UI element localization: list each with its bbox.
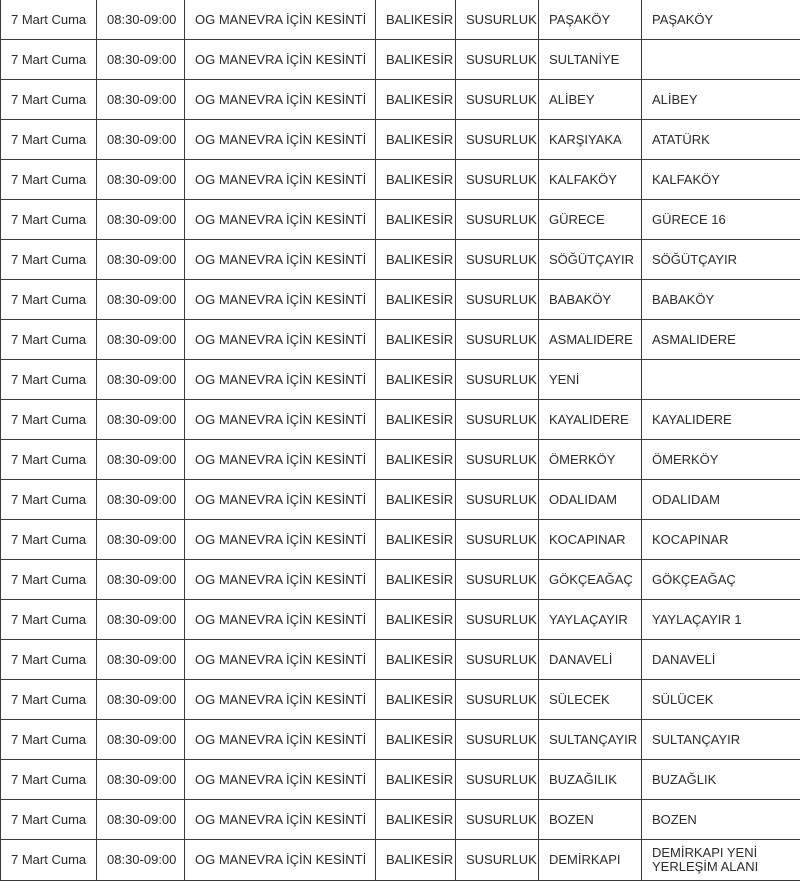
street-cell: KAYALIDERE — [642, 400, 800, 440]
table-row — [1, 720, 800, 760]
street-cell: KOCAPINAR — [642, 520, 800, 560]
time-cell: 08:30-09:00 — [97, 520, 185, 560]
reason-cell: OG MANEVRA İÇİN KESİNTİ — [185, 600, 376, 640]
date-cell: 7 Mart Cuma — [1, 280, 97, 320]
province-cell: BALIKESİR — [376, 160, 456, 200]
table-row — [1, 680, 800, 720]
neighborhood-cell: GÖKÇEAĞAÇ — [539, 560, 642, 600]
reason-cell: OG MANEVRA İÇİN KESİNTİ — [185, 520, 376, 560]
province-cell: BALIKESİR — [376, 720, 456, 760]
province-cell: BALIKESİR — [376, 0, 456, 40]
neighborhood-cell: DANAVELİ — [539, 640, 642, 680]
time-cell: 08:30-09:00 — [97, 440, 185, 480]
neighborhood-cell: DEMİRKAPI — [539, 840, 642, 881]
street-cell: PAŞAKÖY — [642, 0, 800, 40]
street-cell: BUZAĞLIK — [642, 760, 800, 800]
district-cell: SUSURLUK — [456, 80, 539, 120]
province-cell: BALIKESİR — [376, 840, 456, 881]
province-cell: BALIKESİR — [376, 480, 456, 520]
reason-cell: OG MANEVRA İÇİN KESİNTİ — [185, 160, 376, 200]
date-cell: 7 Mart Cuma — [1, 0, 97, 40]
time-cell: 08:30-09:00 — [97, 840, 185, 881]
table-row — [1, 400, 800, 440]
province-cell: BALIKESİR — [376, 600, 456, 640]
neighborhood-cell: ASMALIDERE — [539, 320, 642, 360]
neighborhood-cell: KALFAKÖY — [539, 160, 642, 200]
date-cell: 7 Mart Cuma — [1, 760, 97, 800]
reason-cell: OG MANEVRA İÇİN KESİNTİ — [185, 440, 376, 480]
date-cell: 7 Mart Cuma — [1, 240, 97, 280]
street-cell: ODALIDAM — [642, 480, 800, 520]
table-row — [1, 840, 800, 881]
neighborhood-cell: GÜRECE — [539, 200, 642, 240]
neighborhood-cell: BOZEN — [539, 800, 642, 840]
street-cell: KALFAKÖY — [642, 160, 800, 200]
time-cell: 08:30-09:00 — [97, 360, 185, 400]
time-cell: 08:30-09:00 — [97, 400, 185, 440]
reason-cell: OG MANEVRA İÇİN KESİNTİ — [185, 400, 376, 440]
date-cell: 7 Mart Cuma — [1, 120, 97, 160]
neighborhood-cell: KOCAPINAR — [539, 520, 642, 560]
table-row — [1, 520, 800, 560]
neighborhood-cell: SULTANÇAYIR — [539, 720, 642, 760]
neighborhood-cell: ÖMERKÖY — [539, 440, 642, 480]
street-cell: YAYLAÇAYIR 1 — [642, 600, 800, 640]
street-cell: BABAKÖY — [642, 280, 800, 320]
time-cell: 08:30-09:00 — [97, 480, 185, 520]
table-row — [1, 480, 800, 520]
neighborhood-cell: SÜLECEK — [539, 680, 642, 720]
neighborhood-cell: BABAKÖY — [539, 280, 642, 320]
table-row — [1, 160, 800, 200]
table-row — [1, 0, 800, 40]
province-cell: BALIKESİR — [376, 80, 456, 120]
time-cell: 08:30-09:00 — [97, 720, 185, 760]
date-cell: 7 Mart Cuma — [1, 200, 97, 240]
district-cell: SUSURLUK — [456, 640, 539, 680]
district-cell: SUSURLUK — [456, 320, 539, 360]
neighborhood-cell: PAŞAKÖY — [539, 0, 642, 40]
time-cell: 08:30-09:00 — [97, 760, 185, 800]
district-cell: SUSURLUK — [456, 240, 539, 280]
province-cell: BALIKESİR — [376, 280, 456, 320]
street-cell: ALİBEY — [642, 80, 800, 120]
street-cell: SULTANÇAYIR — [642, 720, 800, 760]
table-row — [1, 320, 800, 360]
reason-cell: OG MANEVRA İÇİN KESİNTİ — [185, 840, 376, 881]
neighborhood-cell: BUZAĞILIK — [539, 760, 642, 800]
table-body — [1, 0, 800, 881]
district-cell: SUSURLUK — [456, 280, 539, 320]
table-row — [1, 560, 800, 600]
province-cell: BALIKESİR — [376, 200, 456, 240]
time-cell: 08:30-09:00 — [97, 320, 185, 360]
reason-cell: OG MANEVRA İÇİN KESİNTİ — [185, 120, 376, 160]
district-cell: SUSURLUK — [456, 120, 539, 160]
street-cell: BOZEN — [642, 800, 800, 840]
time-cell: 08:30-09:00 — [97, 40, 185, 80]
province-cell: BALIKESİR — [376, 800, 456, 840]
reason-cell: OG MANEVRA İÇİN KESİNTİ — [185, 480, 376, 520]
street-cell: SÜLÜCEK — [642, 680, 800, 720]
street-cell: GÖKÇEAĞAÇ — [642, 560, 800, 600]
date-cell: 7 Mart Cuma — [1, 320, 97, 360]
district-cell: SUSURLUK — [456, 160, 539, 200]
street-cell: GÜRECE 16 — [642, 200, 800, 240]
district-cell: SUSURLUK — [456, 760, 539, 800]
date-cell: 7 Mart Cuma — [1, 720, 97, 760]
street-cell: ASMALIDERE — [642, 320, 800, 360]
table-row — [1, 760, 800, 800]
neighborhood-cell: SÖĞÜTÇAYIR — [539, 240, 642, 280]
district-cell: SUSURLUK — [456, 200, 539, 240]
table-row — [1, 120, 800, 160]
date-cell: 7 Mart Cuma — [1, 800, 97, 840]
district-cell: SUSURLUK — [456, 360, 539, 400]
district-cell: SUSURLUK — [456, 520, 539, 560]
province-cell: BALIKESİR — [376, 520, 456, 560]
table-row — [1, 280, 800, 320]
neighborhood-cell: SULTANİYE — [539, 40, 642, 80]
street-cell: ATATÜRK — [642, 120, 800, 160]
reason-cell: OG MANEVRA İÇİN KESİNTİ — [185, 280, 376, 320]
date-cell: 7 Mart Cuma — [1, 520, 97, 560]
reason-cell: OG MANEVRA İÇİN KESİNTİ — [185, 680, 376, 720]
district-cell: SUSURLUK — [456, 560, 539, 600]
province-cell: BALIKESİR — [376, 400, 456, 440]
reason-cell: OG MANEVRA İÇİN KESİNTİ — [185, 40, 376, 80]
district-cell: SUSURLUK — [456, 440, 539, 480]
table-row — [1, 360, 800, 400]
street-cell — [642, 360, 800, 400]
time-cell: 08:30-09:00 — [97, 0, 185, 40]
date-cell: 7 Mart Cuma — [1, 560, 97, 600]
province-cell: BALIKESİR — [376, 40, 456, 80]
time-cell: 08:30-09:00 — [97, 120, 185, 160]
district-cell: SUSURLUK — [456, 840, 539, 881]
reason-cell: OG MANEVRA İÇİN KESİNTİ — [185, 720, 376, 760]
time-cell: 08:30-09:00 — [97, 280, 185, 320]
street-cell: DEMİRKAPI YENİ YERLEŞİM ALANI — [642, 840, 800, 881]
province-cell: BALIKESİR — [376, 360, 456, 400]
table-row — [1, 80, 800, 120]
reason-cell: OG MANEVRA İÇİN KESİNTİ — [185, 640, 376, 680]
table-row — [1, 800, 800, 840]
neighborhood-cell: ALİBEY — [539, 80, 642, 120]
table-row — [1, 40, 800, 80]
street-cell: DANAVELİ — [642, 640, 800, 680]
reason-cell: OG MANEVRA İÇİN KESİNTİ — [185, 760, 376, 800]
neighborhood-cell: KAYALIDERE — [539, 400, 642, 440]
time-cell: 08:30-09:00 — [97, 200, 185, 240]
reason-cell: OG MANEVRA İÇİN KESİNTİ — [185, 800, 376, 840]
district-cell: SUSURLUK — [456, 720, 539, 760]
district-cell: SUSURLUK — [456, 800, 539, 840]
date-cell: 7 Mart Cuma — [1, 840, 97, 881]
district-cell: SUSURLUK — [456, 40, 539, 80]
table-row — [1, 640, 800, 680]
date-cell: 7 Mart Cuma — [1, 40, 97, 80]
time-cell: 08:30-09:00 — [97, 80, 185, 120]
date-cell: 7 Mart Cuma — [1, 360, 97, 400]
time-cell: 08:30-09:00 — [97, 600, 185, 640]
province-cell: BALIKESİR — [376, 320, 456, 360]
reason-cell: OG MANEVRA İÇİN KESİNTİ — [185, 560, 376, 600]
table-row — [1, 600, 800, 640]
reason-cell: OG MANEVRA İÇİN KESİNTİ — [185, 0, 376, 40]
province-cell: BALIKESİR — [376, 560, 456, 600]
district-cell: SUSURLUK — [456, 0, 539, 40]
date-cell: 7 Mart Cuma — [1, 400, 97, 440]
street-cell: SÖĞÜTÇAYIR — [642, 240, 800, 280]
date-cell: 7 Mart Cuma — [1, 680, 97, 720]
district-cell: SUSURLUK — [456, 600, 539, 640]
time-cell: 08:30-09:00 — [97, 800, 185, 840]
date-cell: 7 Mart Cuma — [1, 600, 97, 640]
table-row — [1, 200, 800, 240]
date-cell: 7 Mart Cuma — [1, 640, 97, 680]
street-cell: ÖMERKÖY — [642, 440, 800, 480]
time-cell: 08:30-09:00 — [97, 640, 185, 680]
reason-cell: OG MANEVRA İÇİN KESİNTİ — [185, 80, 376, 120]
time-cell: 08:30-09:00 — [97, 240, 185, 280]
table-row — [1, 440, 800, 480]
street-cell — [642, 40, 800, 80]
neighborhood-cell: YENİ — [539, 360, 642, 400]
date-cell: 7 Mart Cuma — [1, 160, 97, 200]
reason-cell: OG MANEVRA İÇİN KESİNTİ — [185, 320, 376, 360]
province-cell: BALIKESİR — [376, 640, 456, 680]
neighborhood-cell: ODALIDAM — [539, 480, 642, 520]
time-cell: 08:30-09:00 — [97, 680, 185, 720]
province-cell: BALIKESİR — [376, 440, 456, 480]
table-row — [1, 240, 800, 280]
reason-cell: OG MANEVRA İÇİN KESİNTİ — [185, 360, 376, 400]
province-cell: BALIKESİR — [376, 120, 456, 160]
district-cell: SUSURLUK — [456, 680, 539, 720]
time-cell: 08:30-09:00 — [97, 160, 185, 200]
date-cell: 7 Mart Cuma — [1, 440, 97, 480]
reason-cell: OG MANEVRA İÇİN KESİNTİ — [185, 200, 376, 240]
neighborhood-cell: YAYLAÇAYIR — [539, 600, 642, 640]
district-cell: SUSURLUK — [456, 400, 539, 440]
district-cell: SUSURLUK — [456, 480, 539, 520]
date-cell: 7 Mart Cuma — [1, 480, 97, 520]
date-cell: 7 Mart Cuma — [1, 80, 97, 120]
reason-cell: OG MANEVRA İÇİN KESİNTİ — [185, 240, 376, 280]
province-cell: BALIKESİR — [376, 760, 456, 800]
neighborhood-cell: KARŞIYAKA — [539, 120, 642, 160]
province-cell: BALIKESİR — [376, 680, 456, 720]
time-cell: 08:30-09:00 — [97, 560, 185, 600]
province-cell: BALIKESİR — [376, 240, 456, 280]
